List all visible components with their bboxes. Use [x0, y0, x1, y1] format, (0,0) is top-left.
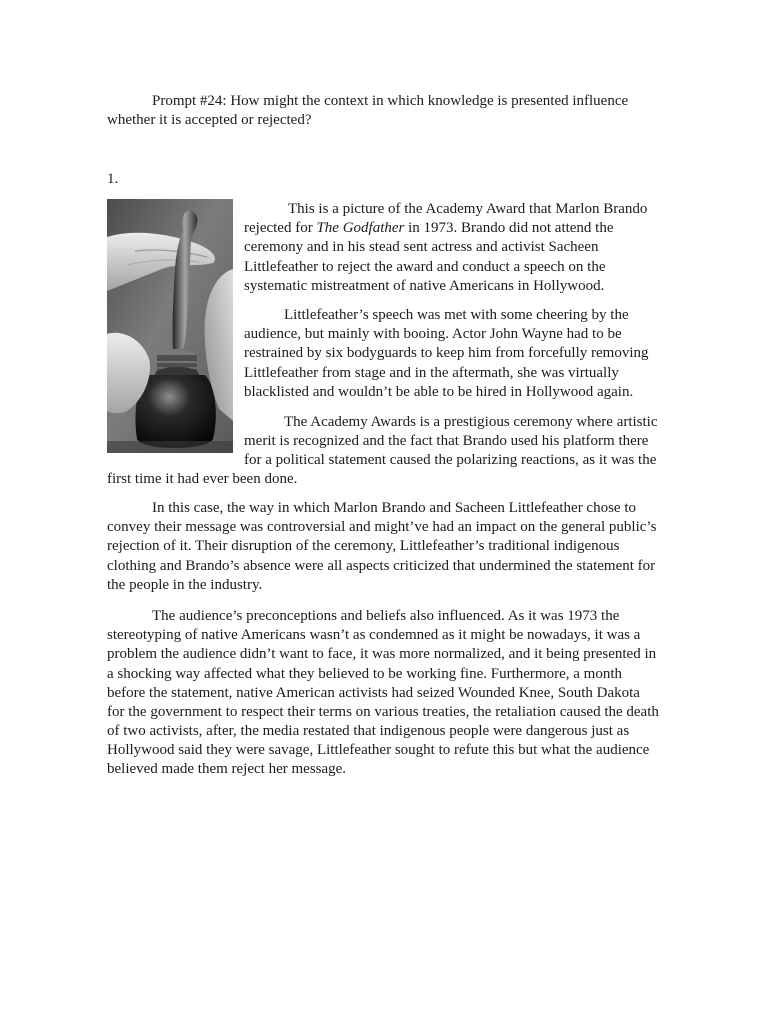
paragraph-line: The audience’s preconceptions and beliefs also influenced. As it was 1973 the	[152, 607, 620, 624]
paragraph-line: clothing and Brando’s absence were all aspects criticized that undermined the statement for	[107, 557, 656, 574]
paragraph-line: Littlefeather to reject the award and conduct a speech on the	[244, 258, 606, 275]
full-width-text-column	[107, 499, 659, 780]
prompt-line: whether it is accepted or rejected?	[107, 112, 312, 129]
prompt-heading	[107, 92, 628, 130]
oscar-statuette-image	[107, 199, 233, 453]
paragraph-line: a shocking way affected what they believed to be working fine. Furthermore, a month	[107, 665, 622, 682]
wrapped-text-column	[107, 200, 658, 490]
paragraph-line: of two activists, after, the media restated that indigenous people were dangerous just as	[107, 723, 630, 740]
paragraph-1	[244, 200, 658, 296]
academy-award-photo	[107, 199, 233, 453]
paragraph-line: before the statement, native American activists had seized Wounded Knee, South Dakota	[107, 684, 640, 701]
line-text: rejected for	[244, 220, 317, 237]
paragraph-line: the people in the industry.	[107, 576, 263, 593]
paragraph-3	[107, 413, 658, 490]
paragraph-line: convey their message was controversial and might’ve had an impact on the general public’s	[107, 519, 657, 536]
paragraph-line: for the government to respect their terms on various treaties, the retaliation caused the death	[107, 703, 659, 720]
paragraph-line: systematic mistreatment of native Americans in Hollywood.	[244, 277, 605, 294]
paragraph-line	[244, 219, 658, 238]
paragraph-line: Littlefeather’s speech was met with some cheering by the	[284, 306, 629, 323]
item-number: 1.	[107, 171, 119, 187]
line-text: in 1973. Brando did not attend the	[404, 220, 614, 237]
paragraph-line: audience, but mainly with booing. Actor John Wayne had to be	[244, 326, 622, 343]
paragraph-line: rejection of it. Their disruption of the ceremony, Littlefeather’s traditional indigenous	[107, 538, 620, 555]
film-title: The Godfather	[316, 220, 405, 237]
paragraph-line: first time it had ever been done.	[107, 471, 298, 488]
paragraph-line: The Academy Awards is a prestigious ceremony where artistic	[284, 413, 658, 430]
paragraph-line: for a political statement caused the polarizing reactions, as it was the	[244, 452, 657, 469]
paragraph-line: ceremony and in his stead sent actress and activist Sacheen	[244, 239, 599, 256]
paragraph-line: blacklisted and wouldn’t be able to be hired in Hollywood again.	[244, 383, 634, 400]
paragraph-line: problem the audience didn’t want to face, it was more normalized, and it being presented in	[107, 646, 657, 663]
paragraph-4	[107, 499, 659, 595]
paragraph-2	[244, 306, 658, 402]
paragraph-line: merit is recognized and the fact that Brando used his platform there	[244, 433, 649, 450]
paragraph-line: restrained by six bodyguards to keep him from forcefully removing	[244, 345, 649, 362]
paragraph-line: This is a picture of the Academy Award that Marlon Brando	[288, 201, 648, 217]
paragraph-line: In this case, the way in which Marlon Brando and Sacheen Littlefeather chose to	[152, 500, 637, 516]
prompt-line: Prompt #24: How might the context in which knowledge is presented influence	[152, 93, 629, 109]
paragraph-line: believed made them reject her message.	[107, 761, 347, 778]
paragraph-line: Littlefeather from stage and in the aftermath, she was virtually	[244, 364, 619, 381]
paragraph-5	[107, 607, 659, 780]
paragraph-line: stereotyping of native Americans wasn’t as condemned as it might be nowadays, it was a	[107, 627, 641, 644]
paragraph-line: Hollywood said they were savage, Littlefeather sought to refute this but what the audience	[107, 742, 650, 759]
